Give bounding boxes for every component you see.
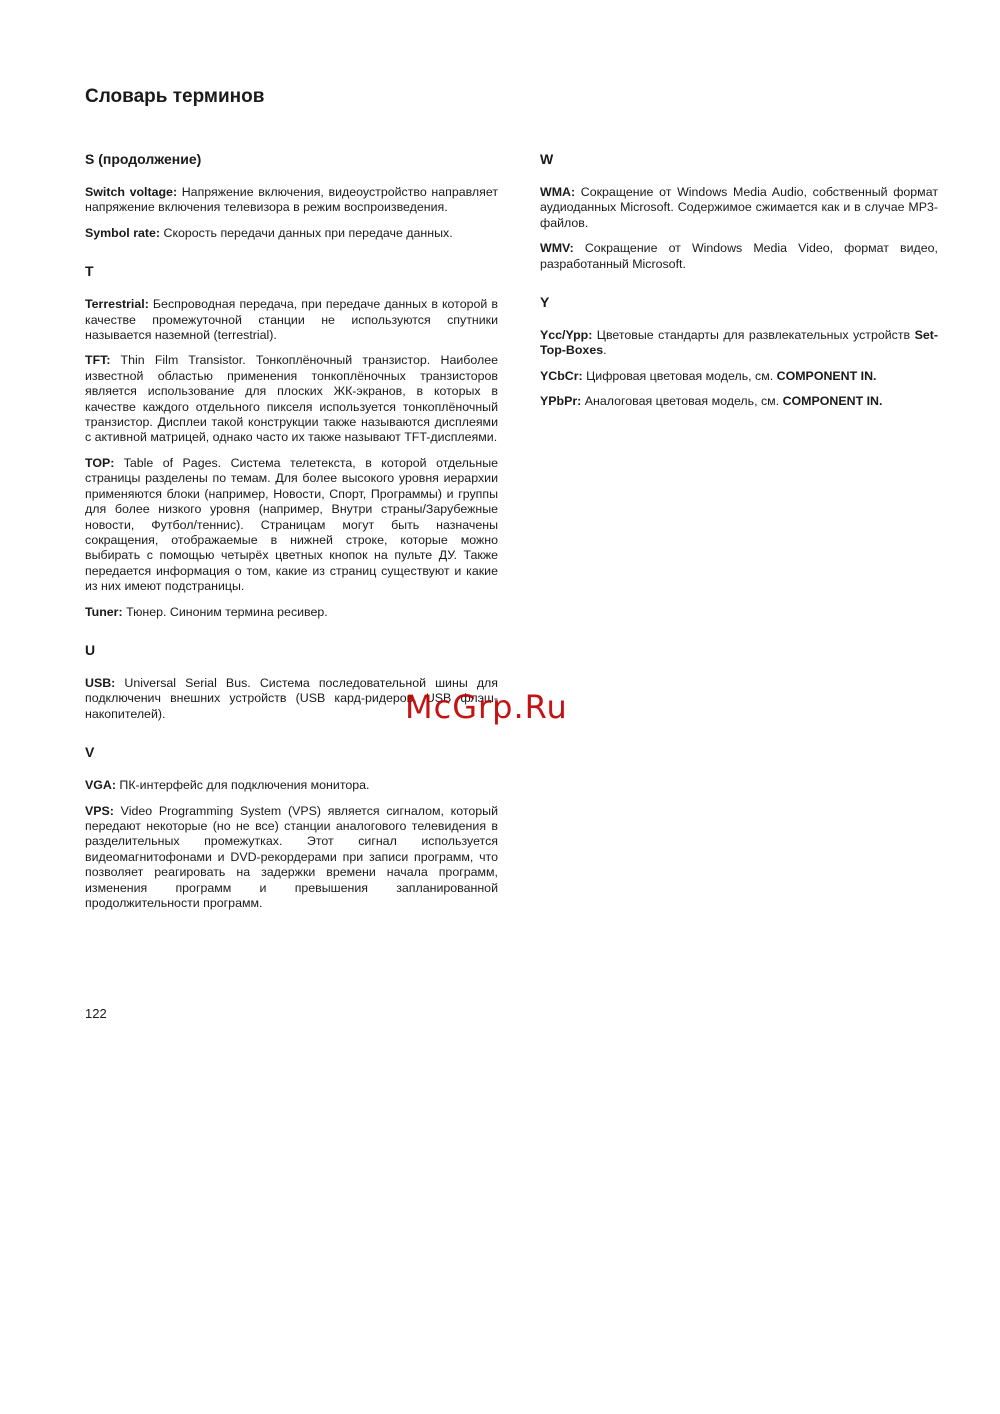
glossary-entry-vga [85,778,498,793]
glossary-definition: Сокращение от Windows Media Video, формат видео, разработанный Microsoft. [540,241,938,271]
right-column [540,151,938,432]
section-y [540,294,938,410]
glossary-entry-tft [85,353,498,445]
glossary-entry-switch-voltage [85,185,498,216]
glossary-term: Tuner: [85,604,123,619]
glossary-definition: Thin Film Transistor. Тонкоплёночный транзистор. Наиболее известной областью применения тонкоплёночных транзисторов является использование для плоских ЖК-экранов, в которых в качестве каждого отдельного пикселя используется тонкоплёночный транзистор. Дисплеи такой конструкции также называются дисплеями с активной матрицей, однако часто их также называют TFT-дисплеями. [85,353,498,445]
glossary-definition: Аналоговая цветовая модель, см. [581,394,783,409]
section-s [85,151,498,241]
glossary-term: TFT: [85,353,111,368]
glossary-definition: Video Programming System (VPS) является сигналом, который передают некоторые (но не все) станции аналогового телевидения в разделительных промежутках. Этот сигнал используется видеомагнитофонами и DVD-рекордерами при записи программ, что позволяет реагировать на задержки времени начала программ, изменения программ и превышения запланированной продолжительности программ. [85,803,498,910]
glossary-entry-terrestrial [85,297,498,343]
glossary-term: Terrestrial: [85,297,149,312]
glossary-reference: COMPONENT IN. [782,394,883,409]
glossary-term: YCbCr: [540,368,583,383]
glossary-definition: Universal Serial Bus. Система последовательной шины для подключенич внешних устройств (USB кард-ридеров, USB флэш-накопителей). [85,675,498,721]
glossary-term: WMV: [540,241,574,256]
glossary-definition: Цифровая цветовая модель, см. [582,368,777,383]
glossary-entry-vps [85,804,498,912]
glossary-reference: Set-Top-Boxes [540,328,938,358]
glossary-definition: Сокращение от Windows Media Audio, собственный формат аудиоданных Microsoft. Содержимое сжимается как и в случае MP3-файлов. [540,185,938,230]
section-t [85,263,498,620]
glossary-term: USB: [85,675,116,690]
glossary-term: Ycc/Ypp: [540,328,593,343]
page-title: Словарь терминов [85,86,265,107]
glossary-definition: Напряжение включения, видеоустройство направляет напряжение включения телевизора в режим воспроизведения. [85,185,498,215]
glossary-term: VPS: [85,803,114,818]
page-number: 122 [85,1006,107,1021]
glossary-definition: Скорость передачи данных при передаче данных. [160,225,453,240]
section-heading: T [85,263,94,280]
glossary-entry-tuner [85,605,498,620]
section-w [540,151,938,272]
glossary-term: YPbPr: [540,394,582,409]
glossary-definition: Тюнер. Синоним термина ресивер. [122,604,328,619]
glossary-entry-ypbpr [540,394,938,409]
watermark: McGrp.Ru [405,688,568,726]
section-heading: U [85,641,96,658]
glossary-entry-wmv [540,241,938,272]
section-heading: W [540,151,554,167]
section-heading: Y [540,294,550,311]
glossary-definition: Table of Pages. Система телетекста, в которой отдельные страницы разделены по темам. Для более высокого уровня иерархии применяются блоки (например, Новости, Спорт, Программы) и группы для более низкого уровня (например, Внутри страны/Зарубежные новости, Футбол/теннис). Страницам могут быть назначены сокращения, отображаемые в нижней строке, которые можно выбирать с помощью четырёх цветных кнопок на пульте ДУ. Также передается информация о том, какие из страниц существуют и какие из них имеют подстраницы. [85,455,498,594]
glossary-definition: ПК-интерфейс для подключения монитора. [115,778,370,793]
section-heading: V [85,744,95,761]
glossary-definition: Беспроводная передача, при передаче данных в которой в качестве промежуточной станции не используются спутники называется наземной (terrestrial). [85,297,498,343]
glossary-entry-wma [540,185,938,231]
glossary-term: VGA: [85,778,116,793]
glossary-term: Switch voltage: [85,185,178,199]
glossary-reference: COMPONENT IN. [776,368,877,383]
glossary-entry-symbol-rate [85,226,498,241]
section-heading: S (продолжение) [85,151,202,167]
left-column [85,151,498,933]
glossary-term: WMA: [540,185,576,199]
glossary-entry-ycbcr [540,369,938,384]
glossary-entry-ycc-ypp [540,328,938,359]
glossary-definition: Цветовые стандарты для развлекательных устройств [592,328,915,343]
glossary-tail: . [603,343,607,358]
glossary-entry-top [85,456,498,595]
section-v [85,744,498,911]
glossary-term: TOP: [85,455,115,470]
glossary-term: Symbol rate: [85,225,161,240]
